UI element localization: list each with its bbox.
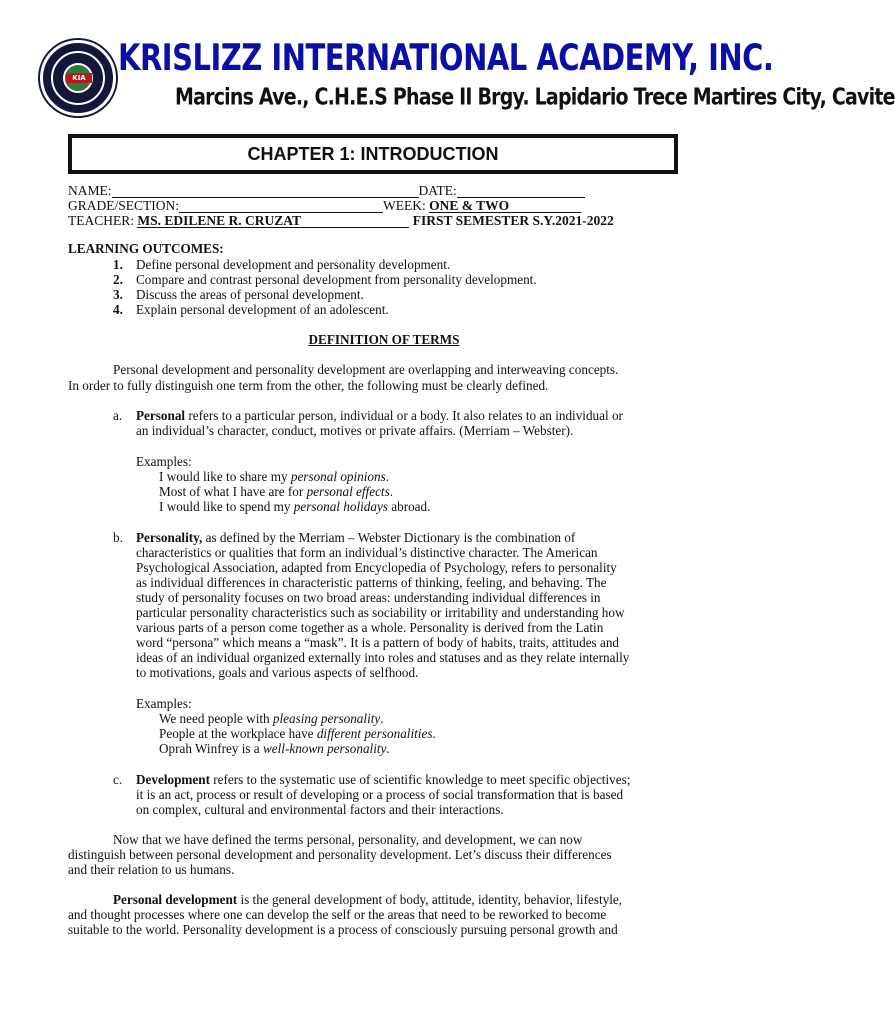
- term-a-line-2: an individual’s character, conduct, motives or private affairs. (Merriam – Webster).: [136, 423, 574, 438]
- term-b-term: Personality,: [136, 530, 203, 545]
- example-text: I would like to spend my: [159, 499, 294, 514]
- week-label: WEEK:: [383, 198, 426, 213]
- term-b-line: various parts of a person come together as a whole. Personality is derived from the Latin: [136, 620, 604, 635]
- definition-heading: DEFINITION OF TERMS: [308, 332, 460, 347]
- outcome-text-4: Explain personal development of an adolescent.: [136, 302, 389, 317]
- school-address: Marcins Ave., C.H.E.S Phase II Brgy. Lapidario Trece Martires City, Cavite: [175, 84, 895, 111]
- term-b-line: Psychological Association, adapted from Encyclopedia of Psychology, refers to personality: [136, 560, 617, 575]
- example-emphasis: personal opinions: [290, 469, 386, 484]
- teacher-label: TEACHER:: [68, 213, 134, 228]
- grade-label: GRADE/SECTION:: [68, 198, 179, 213]
- school-name: KRISLIZZ INTERNATIONAL ACADEMY, INC.: [118, 36, 774, 79]
- outcomes-heading: LEARNING OUTCOMES:: [68, 241, 224, 256]
- example-text: I would like to share my: [159, 469, 291, 484]
- teacher-value: MS. EDILENE R. CRUZAT: [137, 213, 409, 228]
- outcome-num-4: 4.: [113, 302, 123, 317]
- name-date-row: [68, 183, 614, 198]
- term-b-line1-rest: as defined by the Merriam – Webster Dictionary is the combination of: [202, 530, 576, 545]
- outcome-num-1: 1.: [113, 257, 123, 272]
- paragraph-now-line: and their relation to us humans.: [68, 862, 235, 877]
- paragraph-pd-term: Personal development: [113, 892, 238, 907]
- term-b-example-3: [159, 741, 390, 757]
- paragraph-now-line: distinguish between personal development and personality development. Let’s discuss their differences: [68, 847, 612, 862]
- term-b-example-2: [159, 726, 436, 742]
- example-text: People at the workplace have: [159, 726, 317, 741]
- term-a-examples-label: Examples:: [136, 454, 192, 469]
- example-emphasis: pleasing personality: [272, 711, 381, 726]
- term-a-example-2: [159, 484, 393, 500]
- term-b-example-1: [159, 711, 384, 727]
- term-a-letter: a.: [113, 408, 123, 423]
- date-label: DATE:: [418, 183, 457, 198]
- logo-badge: KIA: [66, 73, 92, 83]
- example-emphasis: different personalities: [316, 726, 433, 741]
- term-b-line: to motivations, goals and various aspects of selfhood.: [136, 665, 419, 680]
- term-b-letter: b.: [113, 530, 123, 545]
- example-text-end: .: [386, 741, 390, 756]
- term-c-line: on complex, cultural and environmental factors and their interactions.: [136, 802, 504, 817]
- date-line[interactable]: [457, 183, 585, 198]
- school-logo: [40, 40, 116, 116]
- term-a-term: Personal: [136, 408, 186, 423]
- example-emphasis: personal holidays: [293, 499, 388, 514]
- chapter-title: CHAPTER 1: INTRODUCTION: [68, 134, 678, 174]
- outcome-num-3: 3.: [113, 287, 123, 302]
- week-value: ONE & TWO: [429, 198, 581, 213]
- outcome-num-2: 2.: [113, 272, 123, 287]
- term-b-line: particular personality characteristics such as sociability or irritability and understanding how: [136, 605, 625, 620]
- example-text-end: .: [385, 469, 390, 484]
- example-text: We need people with: [159, 711, 273, 726]
- intro-line-2: In order to fully distinguish one term from the other, the following must be clearly defined.: [68, 378, 549, 393]
- example-text-end: .: [380, 711, 384, 726]
- example-text-end: .: [389, 484, 394, 499]
- paragraph-pd-line1-rest: is the general development of body, attitude, identity, behavior, lifestyle,: [237, 892, 623, 907]
- term-b-line-1: [136, 530, 575, 546]
- name-line[interactable]: [112, 183, 419, 198]
- student-info-fields: [68, 183, 614, 228]
- grade-line[interactable]: [179, 198, 383, 213]
- term-c-line: it is an act, process or result of developing or a process of social transformation that is based: [136, 787, 624, 802]
- outcome-text-2: Compare and contrast personal development from personality development.: [136, 272, 537, 287]
- term-b-line: ideas of an individual organized externally into roles and statuses and as they relate internally: [136, 650, 630, 665]
- outcome-text-3: Discuss the areas of personal development.: [136, 287, 364, 302]
- term-c-letter: c.: [113, 772, 123, 787]
- term-b-examples-label: Examples:: [136, 696, 192, 711]
- paragraph-now-line: Now that we have defined the terms personal, personality, and development, we can now: [113, 832, 583, 847]
- example-text: Oprah Winfrey is a: [159, 741, 263, 756]
- term-b-line: as individual differences in characteristic patterns of thinking, feeling, and behaving. The: [136, 575, 607, 590]
- term-a-example-1: [159, 469, 389, 485]
- term-b-line: study of personality focuses on two broad areas: understanding individual differences in: [136, 590, 601, 605]
- term-c-term: Development: [136, 772, 210, 787]
- name-label: NAME:: [68, 183, 112, 198]
- paragraph-pd-line: and thought processes where one can develop the self or the areas that need to be reworked to become: [68, 907, 607, 922]
- example-text-end: abroad.: [387, 499, 431, 514]
- term-b-line: word “persona” which means a “mask”. It is a pattern of body of habits, traits, attitudes and: [136, 635, 620, 650]
- paragraph-pd-line: suitable to the world. Personality development is a process of consciously pursuing personal growth and: [68, 922, 618, 937]
- paragraph-pd-line-1: [113, 892, 622, 908]
- term-a-example-3: [159, 499, 430, 515]
- teacher-semester-row: [68, 213, 614, 228]
- grade-week-row: [68, 198, 614, 213]
- example-text-end: .: [432, 726, 436, 741]
- intro-line-1: Personal development and personality development are overlapping and interweaving concepts.: [113, 362, 619, 377]
- term-a-line-1: [136, 408, 623, 424]
- semester: FIRST SEMESTER S.Y.2021-2022: [412, 213, 614, 228]
- example-emphasis: personal effects: [306, 484, 390, 499]
- example-text: Most of what I have are for: [159, 484, 307, 499]
- term-c-line-1: [136, 772, 630, 788]
- example-emphasis: well-known personality: [262, 741, 387, 756]
- term-b-line: characteristics or qualities that form an individual’s distinctive character. The American: [136, 545, 598, 560]
- outcome-text-1: Define personal development and personality development.: [136, 257, 451, 272]
- term-a-line1-rest: refers to a particular person, individual or a body. It also relates to an individual or: [185, 408, 623, 423]
- term-c-line1-rest: refers to the systematic use of scientific knowledge to meet specific objectives;: [209, 772, 631, 787]
